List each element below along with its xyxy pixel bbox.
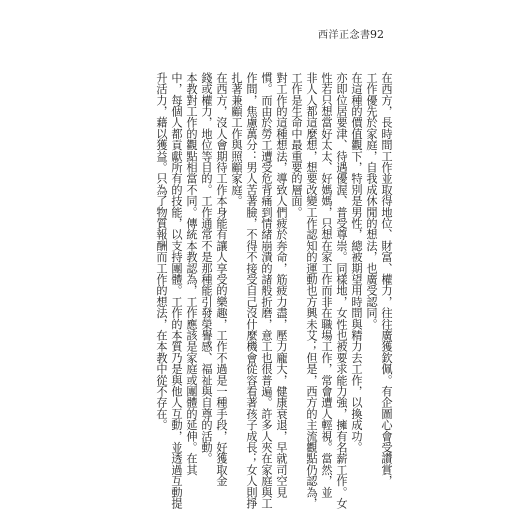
text-column: 亦即位居要津、待遇優渥、普受尊崇。同樣地，女性也被要求能力強，擁有名薪工作。女	[335, 72, 348, 509]
text-column: 本教對工作的觀點相當不同。傳統本教認為，工作應該是家庭或團體的延伸。在其	[185, 72, 198, 476]
text-column: 在這種的價值觀下，特別是男性，總被期望用時間與精力去工作，以換成功。	[350, 72, 363, 453]
text-column: 在西方，沒人會期待工作本身能有讓人享受的樂趣，工作不過是一種手段，好獲取金	[215, 72, 228, 487]
text-column: 錢或權力，地位等目的。工作通常不是那種能引發榮譽感、福祉與自尊的活動。	[200, 72, 213, 464]
text-column: 對工作的這種想法，導致人們疲於奔命，筋疲力盡，壓力龐大，健康衰退，早就司空見	[275, 72, 288, 498]
text-column: 慣。而由於勞工遭受危背痛到情緒崩潰的諸般折磨，意工也很普遍。許多人夾在家庭與工	[260, 72, 273, 509]
text-column: 升活力，藉以獲益。只為了物質報酬而工作的想法，在本教中從不存在。	[155, 72, 168, 431]
text-column: 作間，焦慮萬分：男人苦著臉，不得不接受自己沒什麼機會從容看著孩子成長；女人則掙	[245, 72, 258, 509]
text-column: 非人人都這麼想，想要改變工作認知的運動也方興未艾；但是，西方的主流觀點仍認為，	[305, 72, 318, 509]
text-column: 工作是生命中最重要的層面。	[290, 72, 303, 218]
page-number: 92	[370, 28, 384, 41]
text-column: 工作優先於家庭，自我成休閒的想法，也廣受認同。	[365, 72, 378, 330]
text-column: 在西方，長時間工作並取得地位、財富、權力，往往廣獲欽佩。有企圖心會受讚賞，	[380, 72, 393, 487]
text-column: 性若只想當好太太、好媽媽，只想在家工作而非在職場工作，常會遭人輕視。當然，並	[320, 72, 333, 498]
text-column: 中，每個人都貢獻所有的技能，以支持團體。工作的本質乃是與他人互動，並透過互動提	[170, 72, 183, 509]
text-column: 扎著兼顧工作與照顧家庭。	[230, 72, 243, 207]
running-header: 西洋正念書	[318, 30, 371, 41]
